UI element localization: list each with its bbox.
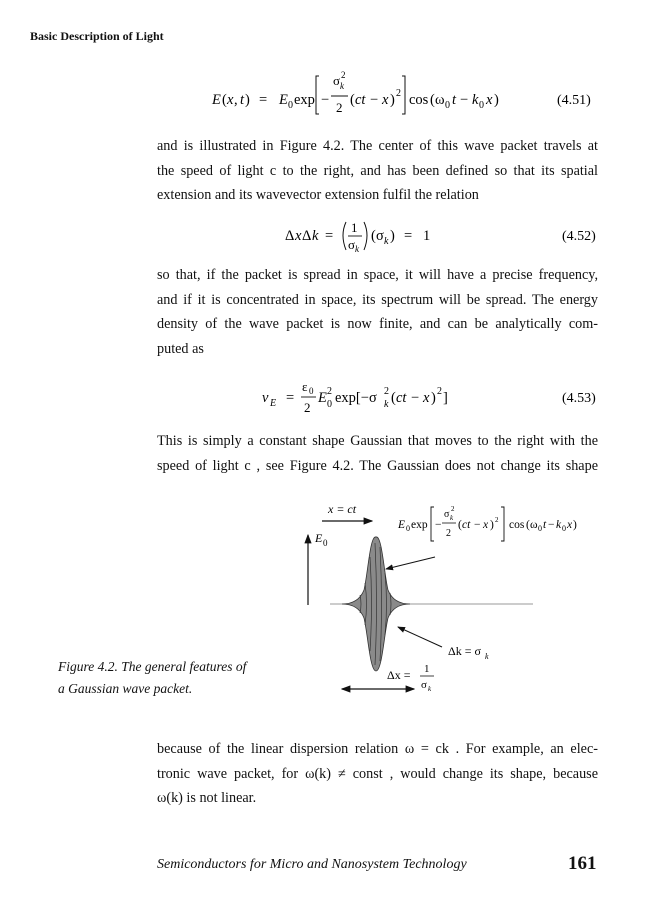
svg-text:2: 2 [384,386,389,397]
svg-text:0: 0 [327,399,332,410]
svg-text:k: k [450,514,454,522]
paragraph-line: and is illustrated in Figure 4.2. The center of this wave packet travels at [157,138,598,154]
svg-text:x: x [227,92,234,108]
figure-caption-line: Figure 4.2. The general features of [58,659,247,674]
dx-label-num: 1 [424,663,430,675]
equation-4-53 [0,374,652,420]
svg-text:2: 2 [495,516,499,524]
paragraph-4 [157,737,598,811]
svg-text:k: k [312,228,319,244]
figure-caption-line: a Gaussian wave packet. [58,681,193,696]
svg-text:−: − [474,519,481,531]
svg-text:ε: ε [302,379,308,394]
paragraph-2 [157,263,598,361]
svg-text:(: ( [430,92,435,108]
svg-text:): ) [245,92,250,108]
svg-text:t: t [543,519,547,531]
equation-4-52-svg [0,210,652,260]
gaussian-wave-packet-diagram [290,495,610,705]
svg-text:k: k [384,399,389,410]
svg-text:k: k [355,244,359,254]
svg-text:Δ: Δ [302,228,312,244]
footer-book-title: Semiconductors for Micro and Nanosystem Technology [157,857,467,872]
svg-text:0: 0 [309,386,314,396]
dx-label: Δx = [387,668,411,682]
svg-text:(: ( [350,92,355,108]
svg-text:2: 2 [304,400,311,415]
svg-text:ct: ct [355,92,366,108]
equation-4-52 [0,210,652,260]
svg-text:k: k [384,236,389,247]
dk-label-sub: k [485,652,489,661]
svg-text:x: x [423,390,430,406]
svg-text:0: 0 [538,524,542,533]
svg-text:2: 2 [396,88,401,99]
svg-text:0: 0 [479,100,484,111]
svg-text:E: E [212,92,221,108]
paragraph-line: and if it is concentrated in space, its spectrum will be spread. The energy [157,291,598,308]
dx-label-den: σ [421,679,427,691]
svg-text:1: 1 [351,220,358,235]
equation-4-51-svg [0,58,652,118]
paragraph-line: density of the wave packet is now finite, and can be analytically com- [157,316,598,332]
equation-number: (4.53) [562,391,596,406]
equation-4-53-svg [0,374,652,420]
svg-text:ct: ct [396,390,407,406]
figure-caption [58,656,278,700]
svg-text:0: 0 [288,100,293,111]
equation-number: (4.51) [557,93,591,108]
svg-text:x: x [486,92,493,108]
paragraph-line: so that, if the packet is spread in space, it will have a precise frequency, [157,267,598,283]
svg-text:E: E [318,390,327,406]
svg-text:2: 2 [327,386,332,397]
svg-text:,: , [234,92,238,108]
svg-text:σ: σ [333,73,341,88]
running-head: Basic Description of Light [30,29,164,43]
svg-text:−: − [435,519,442,531]
svg-text:]: ] [443,390,448,406]
svg-text:): ) [390,92,395,108]
equation-number: (4.52) [562,229,596,244]
formula-pointer-arrow [386,557,435,569]
equation-4-51 [0,58,652,118]
svg-text:x: x [295,228,302,244]
paragraph-line: puted as [157,340,204,357]
svg-text:): ) [494,92,499,108]
svg-text:=: = [286,390,295,406]
svg-text:1: 1 [423,228,431,244]
svg-text:0: 0 [445,100,450,111]
svg-text:0: 0 [562,524,566,533]
svg-text:x: x [483,519,489,531]
svg-text:ct: ct [462,519,471,531]
svg-text:ω: ω [435,92,445,108]
svg-text:x: x [567,519,573,531]
svg-text:): ) [431,390,436,406]
packet-formula [397,505,577,541]
svg-text:σ: σ [348,237,356,252]
svg-text:E: E [270,398,277,409]
svg-text:2: 2 [437,386,442,397]
svg-text:(: ( [526,519,530,531]
svg-text:σ: σ [444,509,450,520]
svg-text:−: − [321,92,330,108]
svg-text:(: ( [222,92,227,108]
paragraph-line: tronic wave packet, for ω(k) ≠ const , would change its shape, because [157,765,598,782]
svg-text:=: = [259,92,268,108]
svg-text:exp[−σ: exp[−σ [335,390,377,406]
svg-text:(: ( [391,390,396,406]
svg-text:k: k [340,81,344,91]
svg-text:t: t [240,92,245,108]
dk-pointer-arrow [398,627,442,647]
svg-text:−: − [370,92,379,108]
svg-text:E: E [279,92,288,108]
dk-label: Δk = σ [448,644,481,658]
svg-text:v: v [262,390,269,406]
page-number: 161 [568,853,597,874]
svg-text:2: 2 [451,505,455,513]
svg-text:E: E [398,519,406,531]
dx-label-den-sub: k [428,685,432,693]
svg-text:exp: exp [294,92,315,108]
svg-text:−: − [548,519,555,531]
svg-text:=: = [404,228,413,244]
paragraph-3 [157,429,598,478]
paragraph-line: This is simply a constant shape Gaussian that moves to the right with the [157,433,598,449]
amplitude-label-sub: 0 [323,538,328,548]
svg-text:): ) [390,228,395,244]
svg-text:): ) [490,519,494,531]
svg-text:k: k [556,519,562,531]
svg-text:−: − [460,92,469,108]
svg-text:exp: exp [411,519,428,531]
gaussian-envelope [342,537,410,671]
svg-text:): ) [573,519,577,531]
svg-text:Δ: Δ [285,228,295,244]
svg-text:−: − [411,390,420,406]
svg-text:σ: σ [376,228,384,244]
svg-text:t: t [452,92,457,108]
svg-text:(: ( [371,228,376,244]
svg-text:cos: cos [509,519,525,531]
paragraph-line: ω(k) is not linear. [157,790,257,806]
paragraph-line: because of the linear dispersion relation ω = ck . For example, an elec- [157,741,598,757]
figure-4-2 [290,495,610,705]
svg-text:2: 2 [446,528,451,539]
svg-text:k: k [472,92,479,108]
paragraph-line: extension and its wavevector extension fulfil the relation [157,187,479,203]
paragraph-line: speed of light c , see Figure 4.2. The Gaussian does not change its shape [157,457,598,474]
svg-text:ω: ω [530,519,538,531]
paragraph-1 [157,134,598,208]
amplitude-label: E [315,531,323,545]
velocity-label: x = ct [328,502,357,516]
svg-text:x: x [382,92,389,108]
paragraph-line: the speed of light c to the right, and has been defined so that its spatial [157,162,598,179]
svg-text:2: 2 [336,100,343,115]
svg-text:cos: cos [409,92,429,108]
svg-text:2: 2 [341,70,346,80]
svg-text:0: 0 [406,524,410,533]
svg-text:=: = [325,228,334,244]
svg-text:(: ( [458,519,462,531]
